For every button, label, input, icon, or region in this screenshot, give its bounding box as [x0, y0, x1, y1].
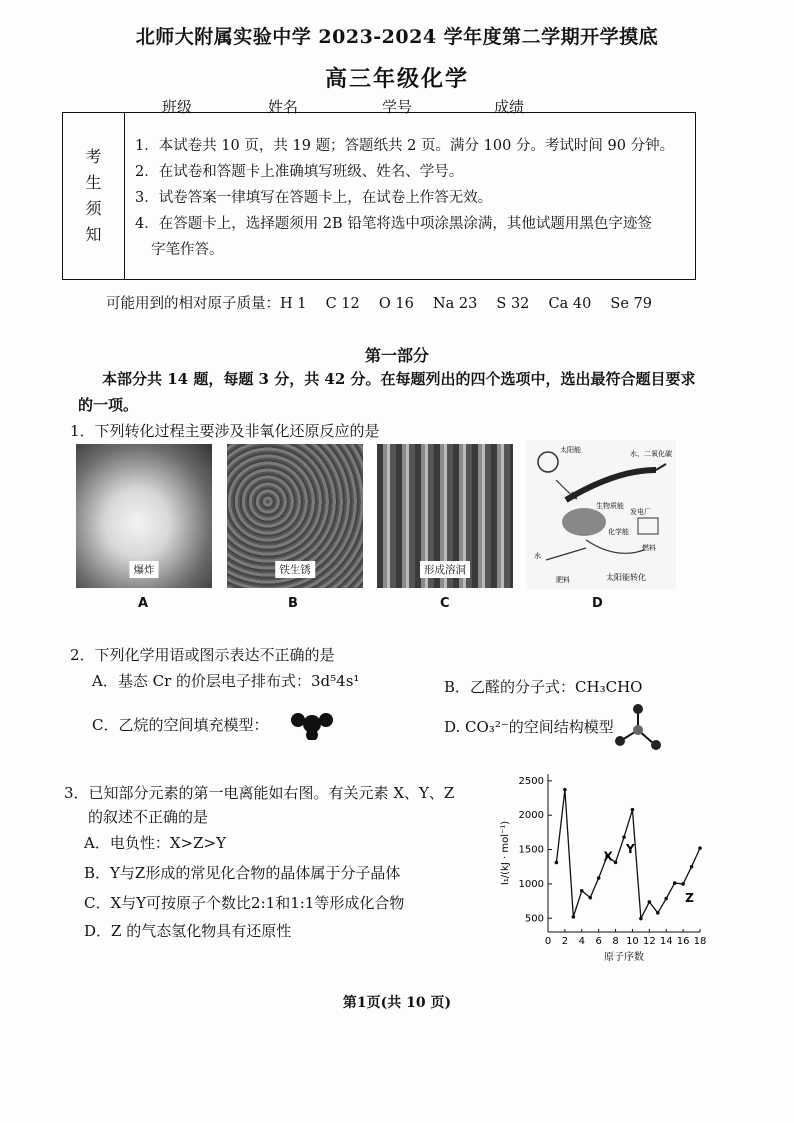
section-intro: 本部分共 14 题，每题 3 分，共 42 分。在每题列出的四个选项中，选出最符合题目要求的一项。 [78, 370, 696, 414]
q1-option-b[interactable]: B [288, 596, 298, 611]
exam-notice-box [62, 112, 696, 280]
q1-option-c[interactable]: C [440, 596, 450, 611]
chart-annotation: X [603, 849, 613, 864]
chart-x-tick-label: 10 [626, 936, 639, 947]
carbonate-model-icon [612, 700, 664, 754]
diagram-label: 生物质能 [596, 502, 624, 510]
chart-point [656, 911, 660, 915]
q3-option-a[interactable]: A．电负性：X>Z>Y [84, 834, 226, 852]
ionization-energy-chart [490, 764, 710, 966]
chart-x-tick-label: 16 [676, 936, 690, 947]
section-title: 第一部分 [364, 346, 429, 365]
q1-image-explosion [76, 444, 212, 588]
field-name-label: 姓名 [268, 98, 299, 116]
chart-annotation: Z [685, 890, 694, 905]
q3-option-b[interactable]: B．Y与Z形成的常见化合物的晶体属于分子晶体 [84, 864, 401, 882]
chart-annotation: Y [626, 842, 635, 857]
field-score-label: 成绩 [494, 98, 525, 116]
atomic-masses: 可能用到的相对原子质量：H 1 C 12 O 16 Na 23 S 32 Ca 40 Se 79 [106, 296, 652, 312]
chart-x-tick-label: 18 [693, 936, 707, 947]
chart-y-tick-label: 2000 [518, 810, 544, 822]
diagram-label: 发电厂 [630, 508, 651, 516]
chart-point [639, 917, 643, 921]
q1-image-caption: 爆炸 [130, 561, 159, 578]
q1-image-cave [377, 444, 513, 588]
chart-x-tick-label: 2 [561, 936, 569, 947]
q1-image-caption: 铁生锈 [275, 561, 315, 578]
chart-point [631, 808, 635, 812]
q1-image-caption: 形成溶洞 [420, 561, 470, 578]
chart-point [588, 896, 592, 900]
chart-point [673, 881, 677, 885]
field-name-blank[interactable] [300, 96, 370, 113]
q2-option-d[interactable]: D. CO₃²⁻的空间结构模型 [444, 718, 614, 736]
chart-point [597, 876, 601, 880]
chart-y-axis-label: I₁/(kJ · mol⁻¹) [500, 820, 511, 886]
page-footer: 第1页(共 10 页) [342, 995, 452, 1011]
chart-point [664, 897, 668, 901]
q1-image-rust [227, 444, 363, 588]
ethane-model-icon [290, 710, 334, 740]
chart-point [622, 835, 626, 839]
notice-side-label: 考 生 须 知 [63, 113, 125, 279]
chart-x-tick-label: 4 [578, 936, 585, 947]
q2-option-c[interactable]: C．乙烷的空间填充模型： [92, 716, 269, 734]
diagram-label: 燃料 [642, 544, 656, 552]
chart-y-tick-label: 2500 [518, 775, 544, 787]
notice-item: 2．在试卷和答题卡上准确填写班级、姓名、学号。 [135, 164, 464, 180]
chart-plot-area [519, 774, 707, 947]
chart-point [555, 861, 559, 865]
chart-point [580, 889, 584, 893]
diagram-label: 水 [534, 552, 541, 560]
chart-point [681, 882, 685, 886]
field-class-label: 班级 [162, 98, 193, 116]
chart-y-tick-label: 500 [524, 913, 544, 925]
chart-x-tick-label: 8 [612, 936, 619, 947]
notice-items [135, 133, 689, 263]
field-id-label: 学号 [382, 98, 413, 116]
chart-point [572, 915, 576, 919]
chart-x-tick-label: 0 [544, 936, 552, 947]
diagram-label: 化学能 [608, 528, 629, 536]
field-class-blank[interactable] [194, 96, 256, 113]
q3-stem: 3．已知部分元素的第一电离能如右图。有关元素 X、Y、Z [64, 784, 455, 802]
q2-option-b[interactable]: B．乙醛的分子式：CH₃CHO [444, 678, 643, 696]
q1-option-d[interactable]: D [592, 596, 603, 611]
chart-x-axis-label: 原子序数 [604, 952, 644, 963]
q1-stem: 1．下列转化过程主要涉及非氧化还原反应的是 [70, 422, 380, 440]
q1-diagram-energy-cycle [526, 440, 676, 590]
field-id-blank[interactable] [414, 96, 482, 113]
chart-x-tick-label: 14 [659, 936, 673, 947]
chart-point [648, 900, 652, 904]
chart-point [563, 788, 567, 792]
q3-option-c[interactable]: C．X与Y可按原子个数比2:1和1:1等形成化合物 [84, 894, 405, 912]
q2-stem: 2．下列化学用语或图示表达不正确的是 [70, 646, 335, 664]
chart-point [690, 865, 694, 869]
q1-option-a[interactable]: A [138, 596, 149, 611]
field-score-blank[interactable] [526, 96, 588, 113]
diagram-label: 太阳能 [560, 446, 581, 454]
chart-x-tick-label: 6 [595, 936, 602, 947]
notice-item: 4．在答题卡上，选择题须用 2B 铅笔将选中项涂黑涂满，其他试题用黑色字迹签 [135, 216, 652, 232]
plant-icon [562, 508, 606, 536]
chart-y-tick-label: 1000 [518, 878, 544, 890]
exam-subtitle: 高三年级化学 [324, 66, 469, 92]
diagram-label: 太阳能转化 [606, 573, 646, 582]
diagram-label: 肥料 [556, 576, 570, 584]
notice-item: 3．试卷答案一律填写在答题卡上，在试卷上作答无效。 [135, 190, 493, 206]
exam-title: 北师大附属实验中学 2023-2024 学年度第二学期开学摸底 [135, 26, 659, 48]
notice-item: 1．本试卷共 10 页，共 19 题；答题纸共 2 页。满分 100 分。考试时间 90 分钟。 [135, 138, 675, 154]
diagram-label: 水、二氧化碳 [630, 450, 672, 458]
q2-option-a[interactable]: A．基态 Cr 的价层电子排布式：3d⁵4s¹ [92, 672, 360, 690]
chart-point [698, 846, 702, 850]
chart-y-tick-label: 1500 [518, 844, 544, 856]
q3-option-d[interactable]: D．Z 的气态氢化物具有还原性 [84, 922, 292, 940]
notice-item: 字笔作答。 [151, 242, 224, 258]
q3-stem-cont: 的叙述不正确的是 [88, 808, 209, 826]
chart-x-tick-label: 12 [642, 936, 656, 947]
chart-point [614, 861, 618, 865]
